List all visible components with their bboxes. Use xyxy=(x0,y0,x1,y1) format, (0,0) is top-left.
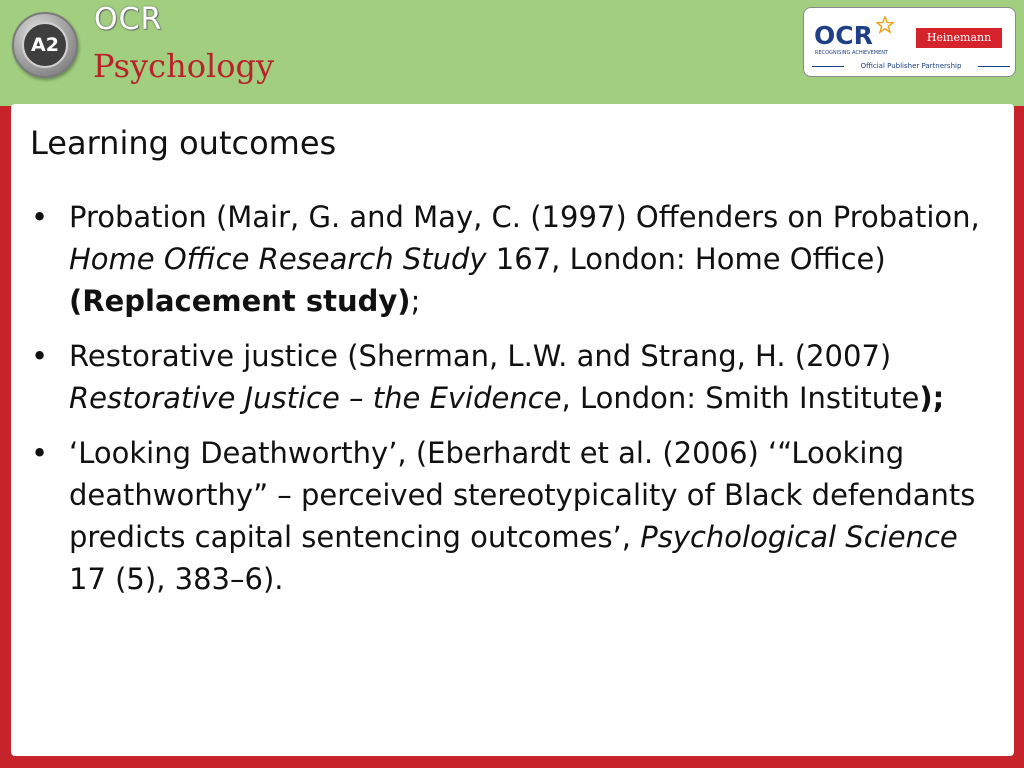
a2-badge-label: A2 xyxy=(22,22,68,68)
list-item xyxy=(31,196,991,322)
bullet-text: , London: Smith Institute xyxy=(561,381,920,415)
bullet-text: 167, London: Home Office) xyxy=(486,242,886,276)
italic-text: Psychological Science xyxy=(640,520,958,554)
publisher-partnership-logo xyxy=(803,7,1016,77)
bullet-text: 17 (5), 383–6). xyxy=(69,562,284,596)
brand-subject-text: Psychology xyxy=(93,47,275,85)
reference-list xyxy=(31,196,991,613)
slide-title: Learning outcomes xyxy=(30,124,337,162)
bold-text: (Replacement study) xyxy=(69,284,411,318)
ocr-tagline: RECOGNISING ACHIEVEMENT xyxy=(815,50,889,56)
brand-ocr-text: OCR xyxy=(94,2,163,37)
bullet-text: ; xyxy=(410,284,421,318)
bullet-text: Probation (Mair, G. and May, C. (1997) Offenders on Probation, xyxy=(69,200,980,234)
list-item xyxy=(31,432,991,600)
bullet-icon: • xyxy=(31,436,49,470)
bullet-text: ‘Looking Deathworthy’, (Eberhardt et al. (2006) ‘“Looking deathworthy” – perceived stereotypicality of Black defendants predicts capital sentencing outcomes’, xyxy=(69,436,976,554)
star-icon xyxy=(876,16,894,34)
italic-text: Home Office Research Study xyxy=(69,242,487,276)
bullet-icon: • xyxy=(31,200,49,234)
ocr-logo-text: OCR xyxy=(814,21,873,50)
bullet-icon: • xyxy=(31,339,49,373)
partnership-caption: Official Publisher Partnership xyxy=(860,62,962,70)
bold-text: ); xyxy=(919,381,945,415)
heinemann-logo: Heinemann xyxy=(916,28,1002,48)
divider xyxy=(812,66,844,67)
content-panel xyxy=(11,104,1014,756)
divider xyxy=(978,66,1010,67)
a2-badge-logo xyxy=(12,12,78,78)
list-item xyxy=(31,335,991,419)
italic-text: Restorative Justice xyxy=(69,381,340,415)
italic-text: the Evidence xyxy=(372,381,562,415)
bullet-text: Restorative justice (Sherman, L.W. and Strang, H. (2007) xyxy=(69,339,892,373)
italic-text: – xyxy=(339,381,373,415)
